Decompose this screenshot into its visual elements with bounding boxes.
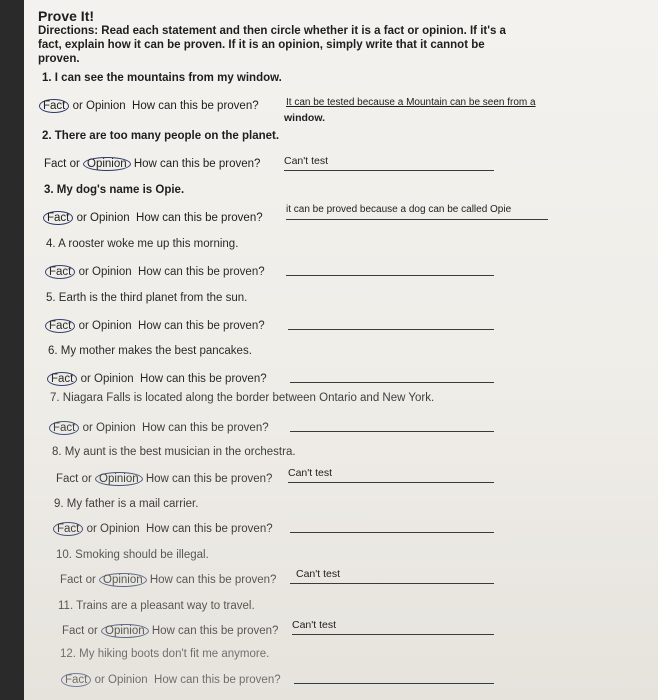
opinion-choice[interactable]: Opinion <box>95 472 143 486</box>
question-text: How can this be proven? <box>136 212 263 224</box>
question-text: How can this be proven? <box>146 523 273 535</box>
question-text: How can this be proven? <box>140 373 267 385</box>
opinion-choice[interactable]: Opinion <box>94 373 134 385</box>
question-text: How can this be proven? <box>145 473 273 485</box>
question-text: How can this be proven? <box>142 422 269 434</box>
answer-2[interactable]: Can't test <box>284 157 494 171</box>
opinion-choice[interactable]: Opinion <box>86 100 126 112</box>
or-word: or <box>86 523 97 535</box>
statement-4: 4. A rooster woke me up this morning. <box>46 238 239 250</box>
statement-1: 1. I can see the mountains from my window. <box>42 72 282 84</box>
statement-6: 6. My mother makes the best pancakes. <box>48 345 252 357</box>
or-word: or <box>69 158 80 170</box>
answer-3[interactable]: it can be proved because a dog can be called Opie <box>286 206 548 220</box>
question-text: How can this be proven? <box>149 574 277 586</box>
fact-choice[interactable]: Fact <box>47 372 77 386</box>
choice-line-11 <box>62 624 278 638</box>
answer-6[interactable] <box>290 369 494 383</box>
answer-7[interactable] <box>290 418 494 432</box>
or-word: or <box>85 574 96 586</box>
or-word: or <box>80 373 91 385</box>
directions-text: Directions: Read each statement and then circle whether it is a fact or opinion. If it's a fact, explain how it can be proven. If it is an opinion, simply write that it cannot be proven. <box>38 25 506 65</box>
answer-5[interactable] <box>288 316 494 330</box>
question-text: How can this be proven? <box>151 625 279 637</box>
or-word: or <box>72 100 83 112</box>
answer-10[interactable]: Can't test <box>290 570 494 584</box>
opinion-choice[interactable]: Opinion <box>96 422 136 434</box>
choice-line-4 <box>48 265 265 279</box>
choice-line-9 <box>56 522 273 536</box>
fact-choice[interactable]: Fact <box>44 158 67 170</box>
or-word: or <box>94 674 105 686</box>
answer-11[interactable]: Can't test <box>292 621 494 635</box>
answer-12[interactable] <box>294 670 494 684</box>
worksheet-page <box>24 0 658 700</box>
opinion-choice[interactable]: Opinion <box>83 157 131 171</box>
fact-choice[interactable]: Fact <box>43 211 73 225</box>
question-text: How can this be proven? <box>154 674 281 686</box>
statement-5: 5. Earth is the third planet from the sun. <box>46 292 248 304</box>
question-text: How can this be proven? <box>138 320 265 332</box>
question-text: How can this be proven? <box>138 266 265 278</box>
fact-choice[interactable]: Fact <box>60 574 83 586</box>
answer-1-continued: window. <box>284 112 326 124</box>
fact-choice[interactable]: Fact <box>53 522 83 536</box>
opinion-choice[interactable]: Opinion <box>108 674 148 686</box>
statement-7: 7. Niagara Falls is located along the border between Ontario and New York. <box>50 392 435 404</box>
fact-choice[interactable]: Fact <box>45 265 75 279</box>
statement-2: 2. There are too many people on the planet. <box>42 130 280 142</box>
choice-line-12 <box>64 673 281 687</box>
opinion-choice[interactable]: Opinion <box>92 320 132 332</box>
fact-choice[interactable]: Fact <box>45 319 75 333</box>
choice-line-6 <box>50 372 267 386</box>
fact-choice[interactable]: Fact <box>39 99 69 113</box>
choice-line-1 <box>42 99 259 113</box>
choice-line-8 <box>56 472 272 486</box>
answer-9[interactable] <box>290 519 494 533</box>
or-word: or <box>78 266 89 278</box>
choice-line-2 <box>44 157 260 171</box>
choice-line-5 <box>48 319 265 333</box>
answer-1[interactable]: It can be tested because a Mountain can be seen from a <box>286 97 536 108</box>
choice-line-3 <box>46 211 263 225</box>
or-word: or <box>87 625 98 637</box>
statement-8: 8. My aunt is the best musician in the orchestra. <box>52 446 296 458</box>
statement-10: 10. Smoking should be illegal. <box>56 549 209 561</box>
or-word: or <box>81 473 92 485</box>
choice-line-7 <box>52 421 269 435</box>
question-text: How can this be proven? <box>132 100 259 112</box>
opinion-choice[interactable]: Opinion <box>92 266 132 278</box>
statement-3: 3. My dog's name is Opie. <box>44 184 185 196</box>
worksheet-title: Prove It! <box>38 8 95 24</box>
statement-11: 11. Trains are a pleasant way to travel. <box>58 600 255 612</box>
fact-choice[interactable]: Fact <box>49 421 79 435</box>
statement-9: 9. My father is a mail carrier. <box>54 498 199 510</box>
answer-8[interactable]: Can't test <box>288 469 494 483</box>
opinion-choice[interactable]: Opinion <box>100 523 140 535</box>
or-word: or <box>82 422 93 434</box>
or-word: or <box>78 320 89 332</box>
fact-choice[interactable]: Fact <box>56 473 79 485</box>
fact-choice[interactable]: Fact <box>61 673 91 687</box>
opinion-choice[interactable]: Opinion <box>99 573 147 587</box>
or-word: or <box>76 212 87 224</box>
fact-choice[interactable]: Fact <box>62 625 85 637</box>
opinion-choice[interactable]: Opinion <box>101 624 149 638</box>
statement-12: 12. My hiking boots don't fit me anymore. <box>60 648 270 660</box>
question-text: How can this be proven? <box>133 158 261 170</box>
opinion-choice[interactable]: Opinion <box>90 212 130 224</box>
choice-line-10 <box>60 573 276 587</box>
answer-4[interactable] <box>286 262 494 276</box>
